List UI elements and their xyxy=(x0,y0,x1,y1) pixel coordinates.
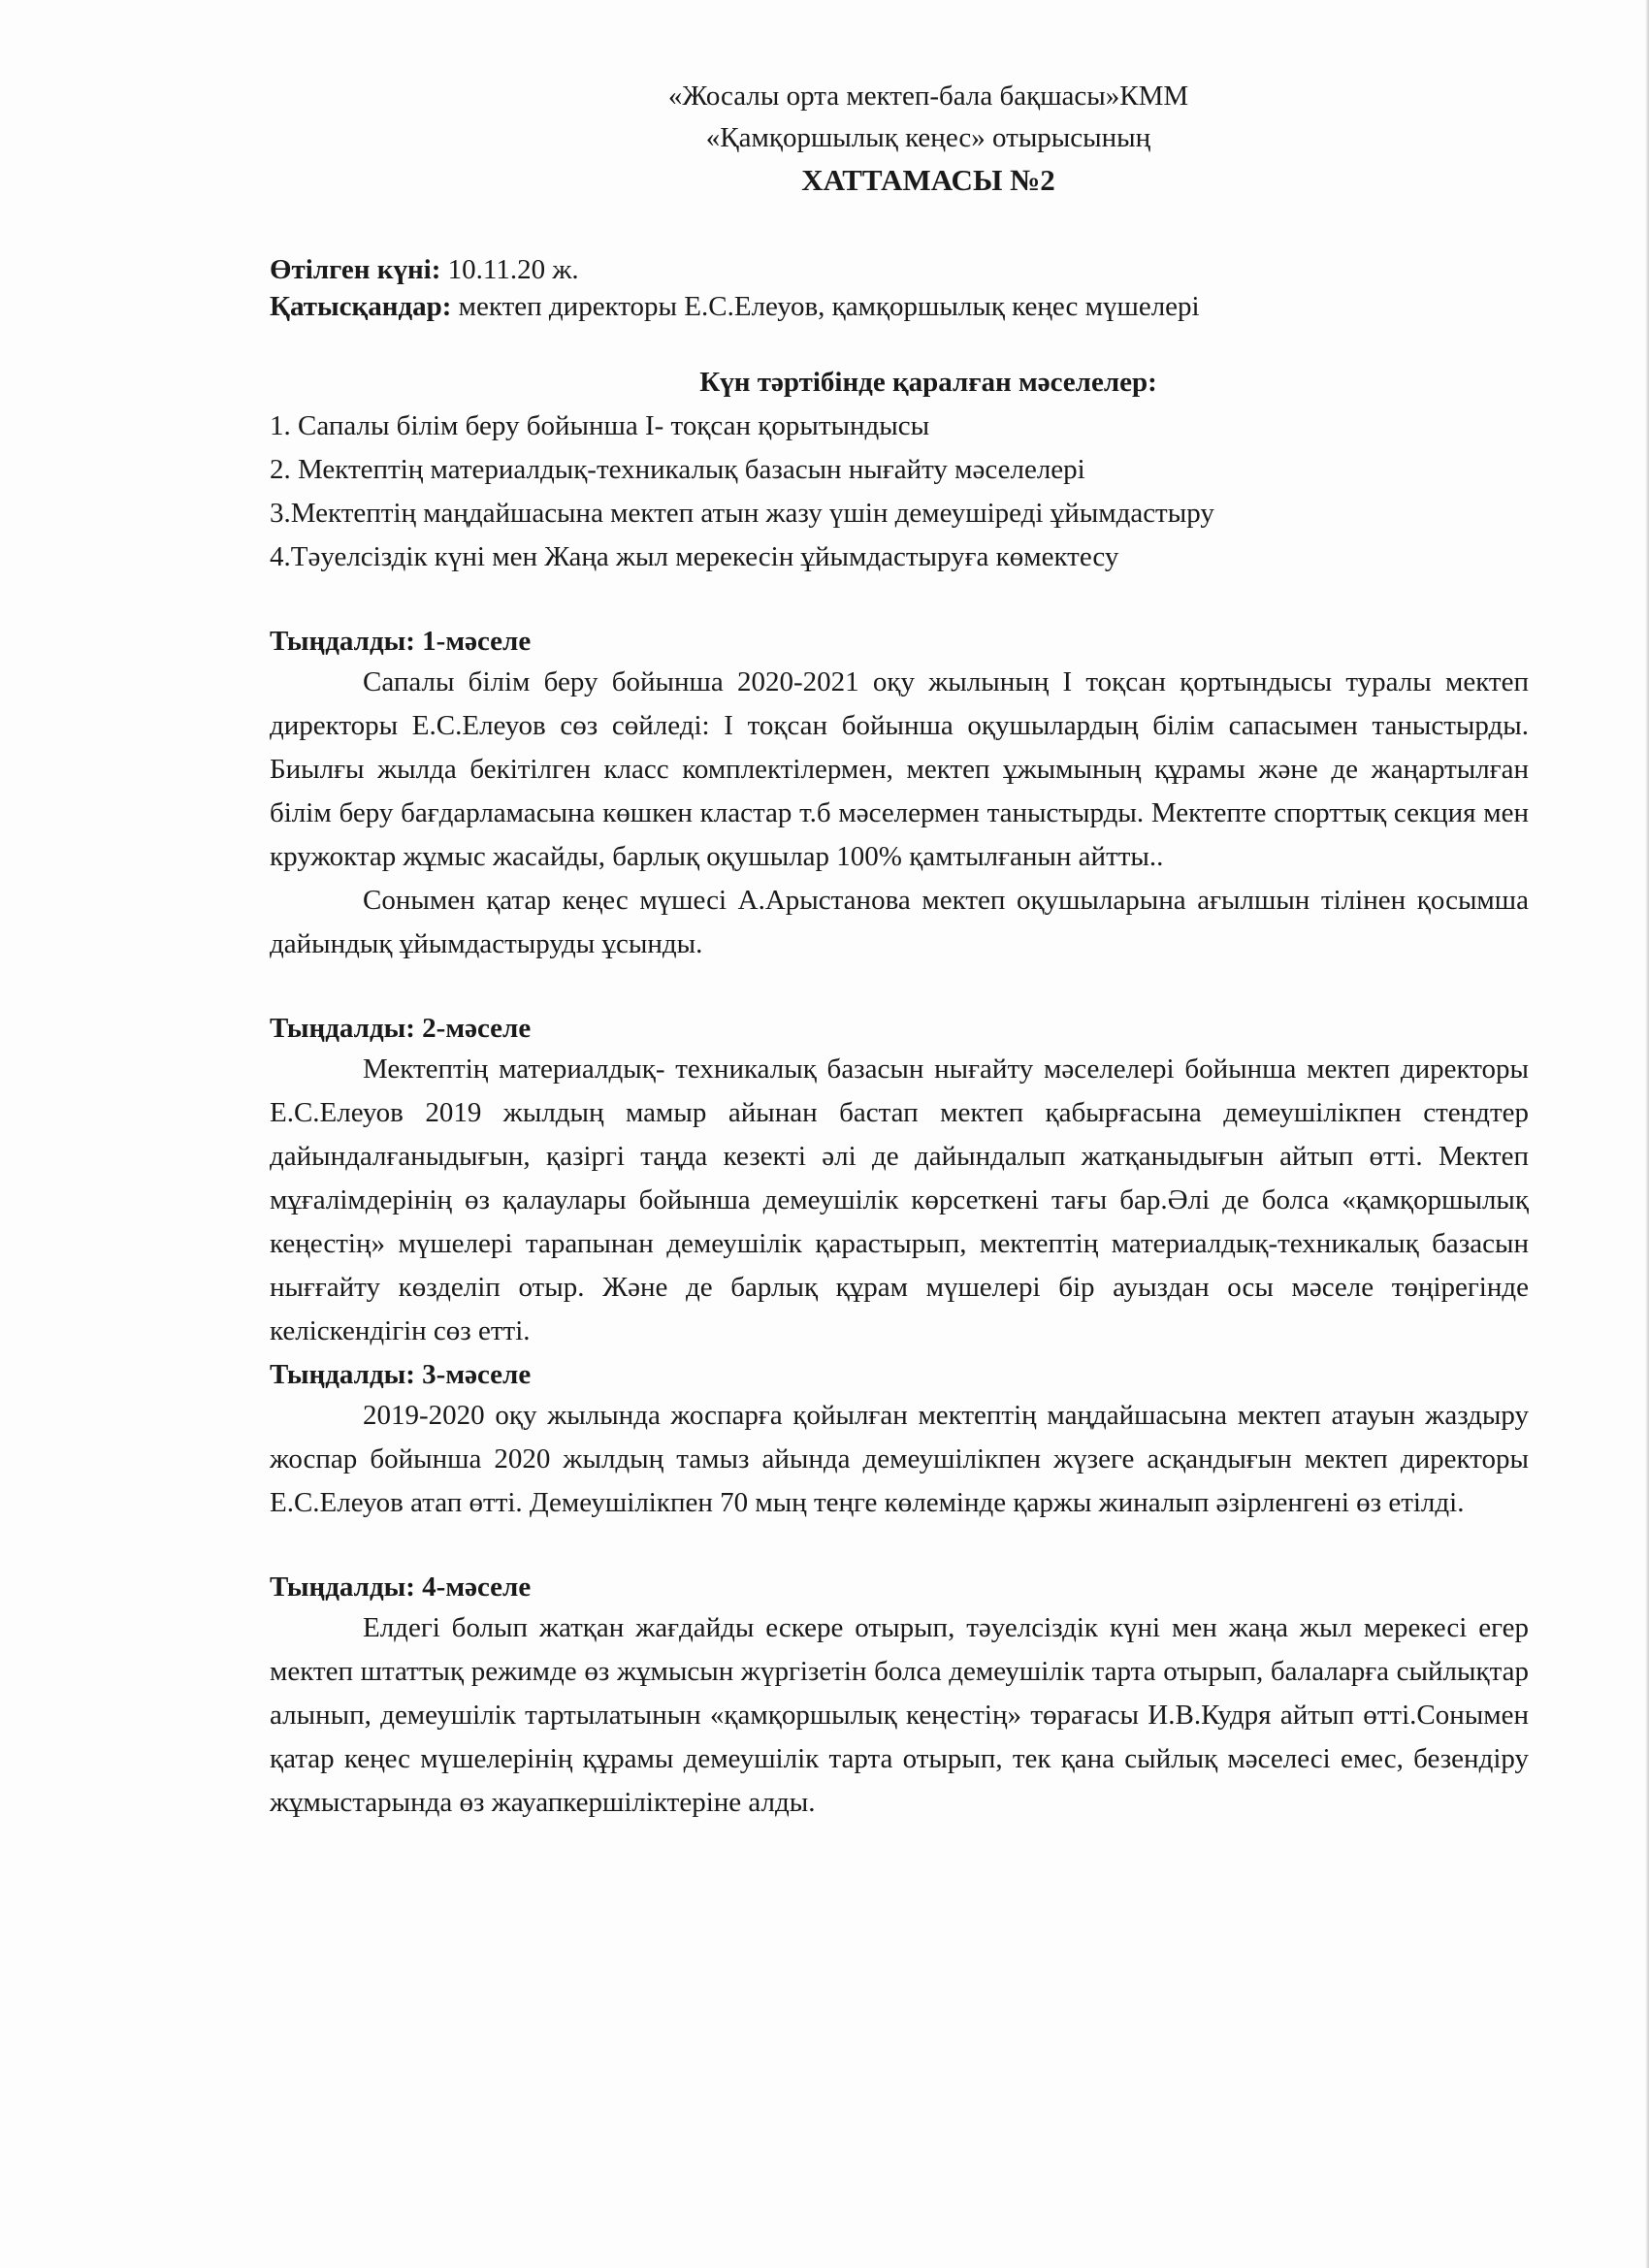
section-paragraph: 2019-2020 оқу жылында жоспарға қойылған мектептің маңдайшасына мектеп атауын жаздыру жоспар бойынша 2020 жылдың тамыз айында демеушілікпен жүзеге асқандығын мектеп директоры Е.С.Елеуов атап өтті. Демеушілікпен 70 мың теңге көлемінде қаржы жиналып әзірленгені өз етілді. xyxy=(270,1400,1529,1518)
section-paragraph: Мектептің материалдық- техникалық базасын нығайту мәселелері бойынша мектеп директоры Е.С.Елеуов 2019 жылдың мамыр айынан бастап мектеп қабырғасына демеушілікпен стендтер дайындалғаныдығын, қазіргі таңда кезекті әлі де дайындалып жатқаныдығын айтып өтті. Мектеп мұғалімдерінің өз қалаулары бойынша демеушілік көрсеткені тағы бар.Әлі де болса «қамқоршылық кеңестің» мүшелері тарапынан демеушілік қарастырып, мектептің материалдық-техникалық базасын нығғайту көзделіп отыр. Және де барлық құрам мүшелері бір ауыздан осы мәселе төңірегінде келіскендігін сөз етті. xyxy=(270,1053,1529,1346)
section-heading: Тыңдалды: 4-мәселе xyxy=(270,1571,532,1603)
section-paragraph: Сапалы білім беру бойынша 2020-2021 оқу жылының І тоқсан қортындысы туралы мектеп директоры Е.С.Елеуов сөз сөйледі: І тоқсан бойынша оқушылардың білім сапасымен таныстырды. Биылғы жылда бекітілген класс комплектілермен, мектеп ұжымының құрамы және де жаңартылған білім беру бағдарламасына көшкен кластар т.б мәселермен таныстырды. Мектепте спорттық секция мен кружоктар жұмыс жасайды, барлық оқушылар 100% қамтылғанын айтты.. xyxy=(270,666,1529,872)
agenda-heading: Күн тәртібінде қаралған мәселелер: xyxy=(699,367,1157,398)
agenda-item: 1. Сапалы білім беру бойынша І- тоқсан қорытындысы xyxy=(270,410,930,441)
meeting-date-value: 10.11.20 ж. xyxy=(440,254,579,285)
section-heading: Тыңдалды: 2-мәселе xyxy=(270,1013,532,1044)
meeting-meta xyxy=(270,251,1529,325)
section-issue-1 xyxy=(270,622,1529,966)
scan-edge-shadow xyxy=(1645,0,1649,2268)
participants-label: Қатысқандар: xyxy=(270,291,452,322)
section-paragraph: Сонымен қатар кеңес мүшесі А.Арыстанова мектеп оқушыларына ағылшын тілінен қосымша дайындық ұйымдастыруды ұсынды. xyxy=(270,885,1529,959)
section-paragraph: Елдегі болып жатқан жағдайды ескере отырып, тәуелсіздік күні мен жаңа жыл мерекесі егер мектеп штаттық режимде өз жұмысын жүргізетін болса демеушілік тарта отырып, балаларға сыйлықтар алынып, демеушілік тартылатынын «қамқоршылық кеңестің» төрағасы И.В.Кудря айтып өтті.Сонымен қатар кеңес мүшелерінің құрамы демеушілік тарта отырып, тек қана сыйлық мәселесі емес, безендіру жұмыстарында өз жауапкершіліктеріне алды. xyxy=(270,1612,1529,1818)
section-issue-3 xyxy=(270,1355,1529,1525)
organization-name: «Жосалы орта мектеп-бала бақшасы»КММ xyxy=(667,81,1189,112)
agenda-item: 3.Мектептің маңдайшасына мектеп атын жазу үшін демеушіреді ұйымдастыру xyxy=(270,498,1214,529)
section-heading: Тыңдалды: 3-мәселе xyxy=(270,1359,532,1390)
meeting-date-line xyxy=(270,251,1529,288)
section-issue-2 xyxy=(270,1009,1529,1353)
agenda-item: 4.Тәуелсіздік күні мен Жаңа жыл мерекесін ұйымдастыруға көмектесу xyxy=(270,541,1119,572)
section-issue-4 xyxy=(270,1568,1529,1825)
meeting-date-label: Өтілген күні: xyxy=(270,254,441,285)
agenda-item: 2. Мектептің материалдық-техникалық базасын нығайту мәселелері xyxy=(270,454,1085,485)
section-heading: Тыңдалды: 1-мәселе xyxy=(270,626,532,657)
agenda-list xyxy=(270,405,1529,579)
participants-value: мектеп директоры Е.С.Елеуов, қамқоршылық кеңес мүшелері xyxy=(451,291,1200,322)
council-name: «Қамқоршылық кеңес» отырысының xyxy=(705,122,1151,153)
document-body xyxy=(270,76,1529,1825)
participants-line xyxy=(270,288,1529,325)
document-title: ХАТТАМАСЫ №2 xyxy=(801,163,1055,197)
document-header xyxy=(328,76,1529,201)
